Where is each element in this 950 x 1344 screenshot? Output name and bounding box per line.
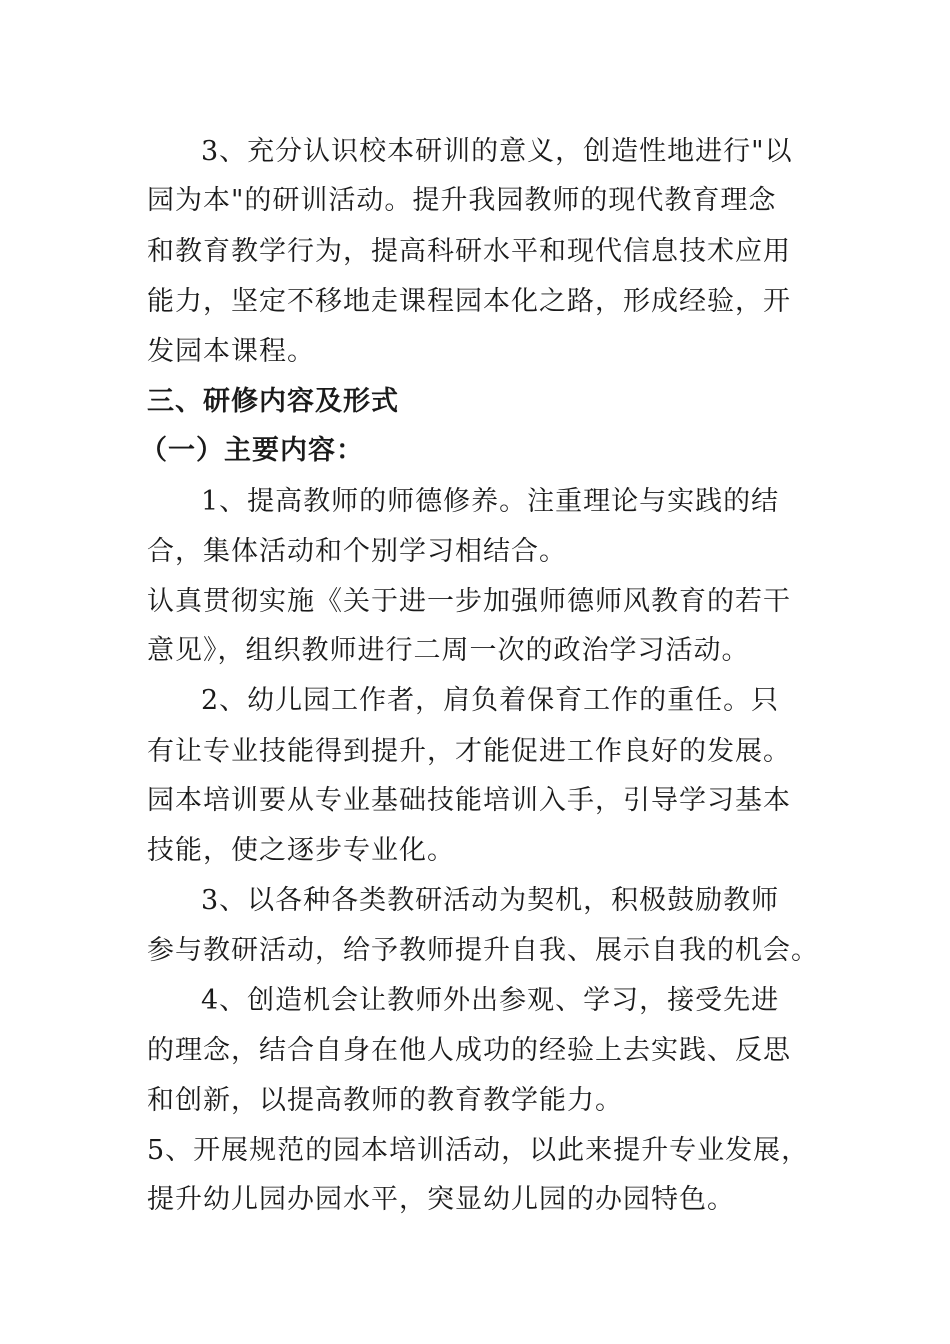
paragraph-line: 和教育教学行为，提高科研水平和现代信息技术应用 bbox=[147, 236, 791, 267]
subsection-heading: （一）主要内容： bbox=[140, 435, 364, 466]
paragraph-line: 的理念，结合自身在他人成功的经验上去实践、反思 bbox=[147, 1035, 791, 1066]
paragraph-line: 和创新，以提高教师的教育教学能力。 bbox=[147, 1085, 623, 1116]
paragraph-line: 合，集体活动和个别学习相结合。 bbox=[147, 536, 567, 567]
paragraph-line: 认真贯彻实施《关于进一步加强师德师风教育的若干 bbox=[147, 586, 791, 617]
paragraph-line: 2、幼儿园工作者，肩负着保育工作的重任。只 bbox=[201, 685, 780, 716]
paragraph-line: 有让专业技能得到提升，才能促进工作良好的发展。 bbox=[147, 736, 791, 767]
paragraph-line: 园本培训要从专业基础技能培训入手，引导学习基本 bbox=[147, 785, 791, 816]
paragraph-line: 3、充分认识校本研训的意义，创造性地进行"以 bbox=[201, 136, 793, 167]
paragraph-line: 1、提高教师的师德修养。注重理论与实践的结 bbox=[201, 486, 780, 517]
paragraph-line: 意见》，组织教师进行二周一次的政治学习活动。 bbox=[147, 635, 750, 666]
paragraph-line: 发园本课程。 bbox=[147, 336, 315, 367]
paragraph-line: 能力，坚定不移地走课程园本化之路，形成经验，开 bbox=[147, 286, 791, 317]
paragraph-line: 5、开展规范的园本培训活动，以此来提升专业发展， bbox=[147, 1135, 810, 1166]
paragraph-line: 提升幼儿园办园水平，突显幼儿园的办园特色。 bbox=[147, 1184, 735, 1215]
paragraph-line: 参与教研活动，给予教师提升自我、展示自我的机会。 bbox=[147, 935, 819, 966]
paragraph-line: 园为本"的研训活动。提升我园教师的现代教育理念 bbox=[147, 185, 777, 216]
section-heading: 三、研修内容及形式 bbox=[147, 386, 399, 417]
paragraph-line: 3、以各种各类教研活动为契机，积极鼓励教师 bbox=[201, 885, 780, 916]
paragraph-line: 4、创造机会让教师外出参观、学习，接受先进 bbox=[201, 985, 780, 1016]
paragraph-line: 技能，使之逐步专业化。 bbox=[147, 835, 455, 866]
